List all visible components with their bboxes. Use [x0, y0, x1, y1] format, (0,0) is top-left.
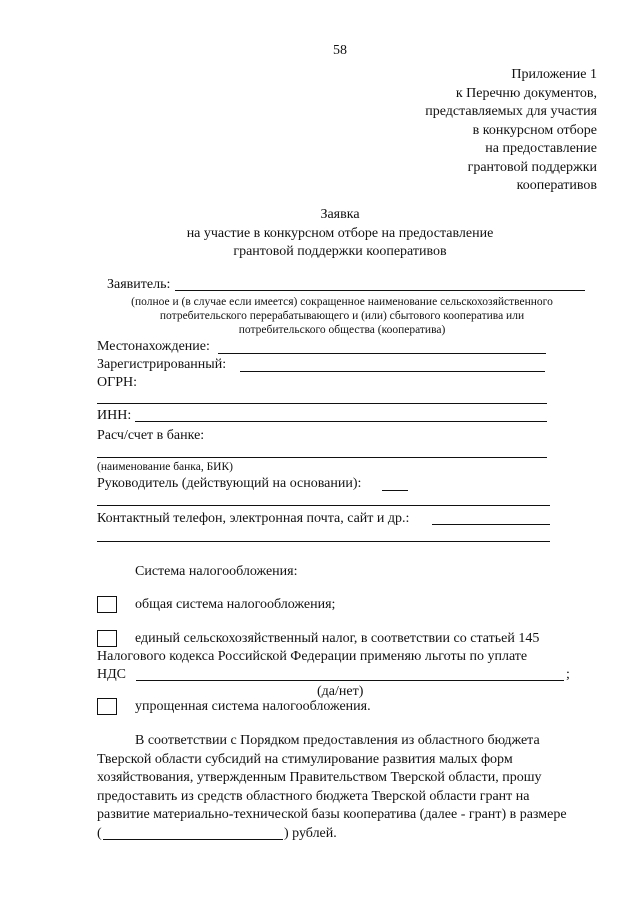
request-line: развитие материально-технической базы кооператива (далее - грант) в размере	[97, 807, 567, 822]
vat-label: НДС	[97, 667, 126, 682]
applicant-note-line: потребительского перерабатывающего и (или) сбытового кооператива или	[159, 310, 525, 322]
appendix-line: в конкурсном отборе	[472, 122, 597, 138]
appendix-block	[340, 66, 597, 196]
title-main: Заявка	[320, 207, 360, 222]
amount-input-line[interactable]	[103, 839, 283, 840]
vat-input-line[interactable]	[136, 680, 564, 681]
appendix-line: Приложение 1	[511, 67, 597, 82]
applicant-input-line[interactable]	[175, 290, 585, 291]
account-label: Расч/счет в банке:	[97, 428, 205, 443]
general-tax-checkbox[interactable]	[97, 596, 117, 613]
appendix-line: представляемых для участия	[425, 104, 597, 119]
head-input-line-short[interactable]	[382, 490, 408, 491]
applicant-note-line: потребительского общества (кооператива)	[238, 324, 446, 336]
simplified-tax-label: упрощенная система налогообложения.	[135, 699, 371, 714]
esn-tax-label-cont: Налогового кодекса Российской Федерации применяю льготы по уплате	[97, 649, 528, 664]
appendix-line: к Перечню документов,	[455, 85, 597, 101]
title-line: на участие в конкурсном отборе на предоставление	[186, 225, 494, 241]
amount-close: ) рублей.	[284, 826, 337, 841]
document-title	[140, 206, 540, 262]
appendix-line: грантовой поддержки	[467, 159, 597, 175]
request-paragraph	[97, 732, 597, 825]
location-input-line[interactable]	[218, 353, 546, 354]
request-line: Тверской области субсидий на стимулирование развития малых форм	[97, 751, 513, 767]
appendix-line: на предоставление	[485, 141, 597, 156]
vat-note: (да/нет)	[317, 684, 364, 699]
ogrn-label: ОГРН:	[97, 375, 137, 390]
esn-tax-checkbox[interactable]	[97, 630, 117, 647]
location-label: Местонахождение:	[97, 339, 210, 354]
applicant-note	[96, 295, 588, 337]
head-label: Руководитель (действующий на основании):	[97, 476, 362, 491]
amount-open: (	[97, 826, 102, 841]
general-tax-label: общая система налогообложения;	[135, 597, 336, 612]
registered-input-line[interactable]	[240, 371, 545, 372]
vat-end: ;	[566, 667, 570, 682]
inn-input-line[interactable]	[135, 421, 547, 422]
request-line: хозяйствования, утвержденным Правительством Тверской области, прошу	[97, 770, 542, 785]
request-line: предоставить из средств областного бюджета Тверской области грант на	[97, 788, 530, 804]
account-input-line[interactable]	[97, 457, 547, 458]
applicant-label: Заявитель:	[107, 277, 171, 292]
page-number: 58	[333, 43, 347, 58]
applicant-note-line: (полное и (в случае если имеется) сокращенное наименование сельскохозяйственного	[131, 296, 553, 308]
inn-label: ИНН:	[97, 408, 132, 423]
contacts-input-line[interactable]	[97, 541, 550, 542]
registered-label: Зарегистрированный:	[97, 357, 227, 372]
contacts-label: Контактный телефон, электронная почта, сайт и др.:	[97, 511, 410, 526]
title-line: грантовой поддержки кооперативов	[233, 244, 447, 259]
tax-heading: Система налогообложения:	[135, 564, 298, 579]
head-input-line[interactable]	[97, 505, 550, 506]
request-line: В соответствии с Порядком предоставления из областного бюджета	[135, 733, 540, 748]
appendix-line: кооперативов	[516, 178, 597, 193]
esn-tax-label: единый сельскохозяйственный налог, в соответствии со статьей 145	[135, 631, 540, 646]
simplified-tax-checkbox[interactable]	[97, 698, 117, 715]
ogrn-input-line[interactable]	[97, 403, 547, 404]
bank-note: (наименование банка, БИК)	[97, 461, 233, 473]
contacts-input-line-short[interactable]	[432, 524, 550, 525]
